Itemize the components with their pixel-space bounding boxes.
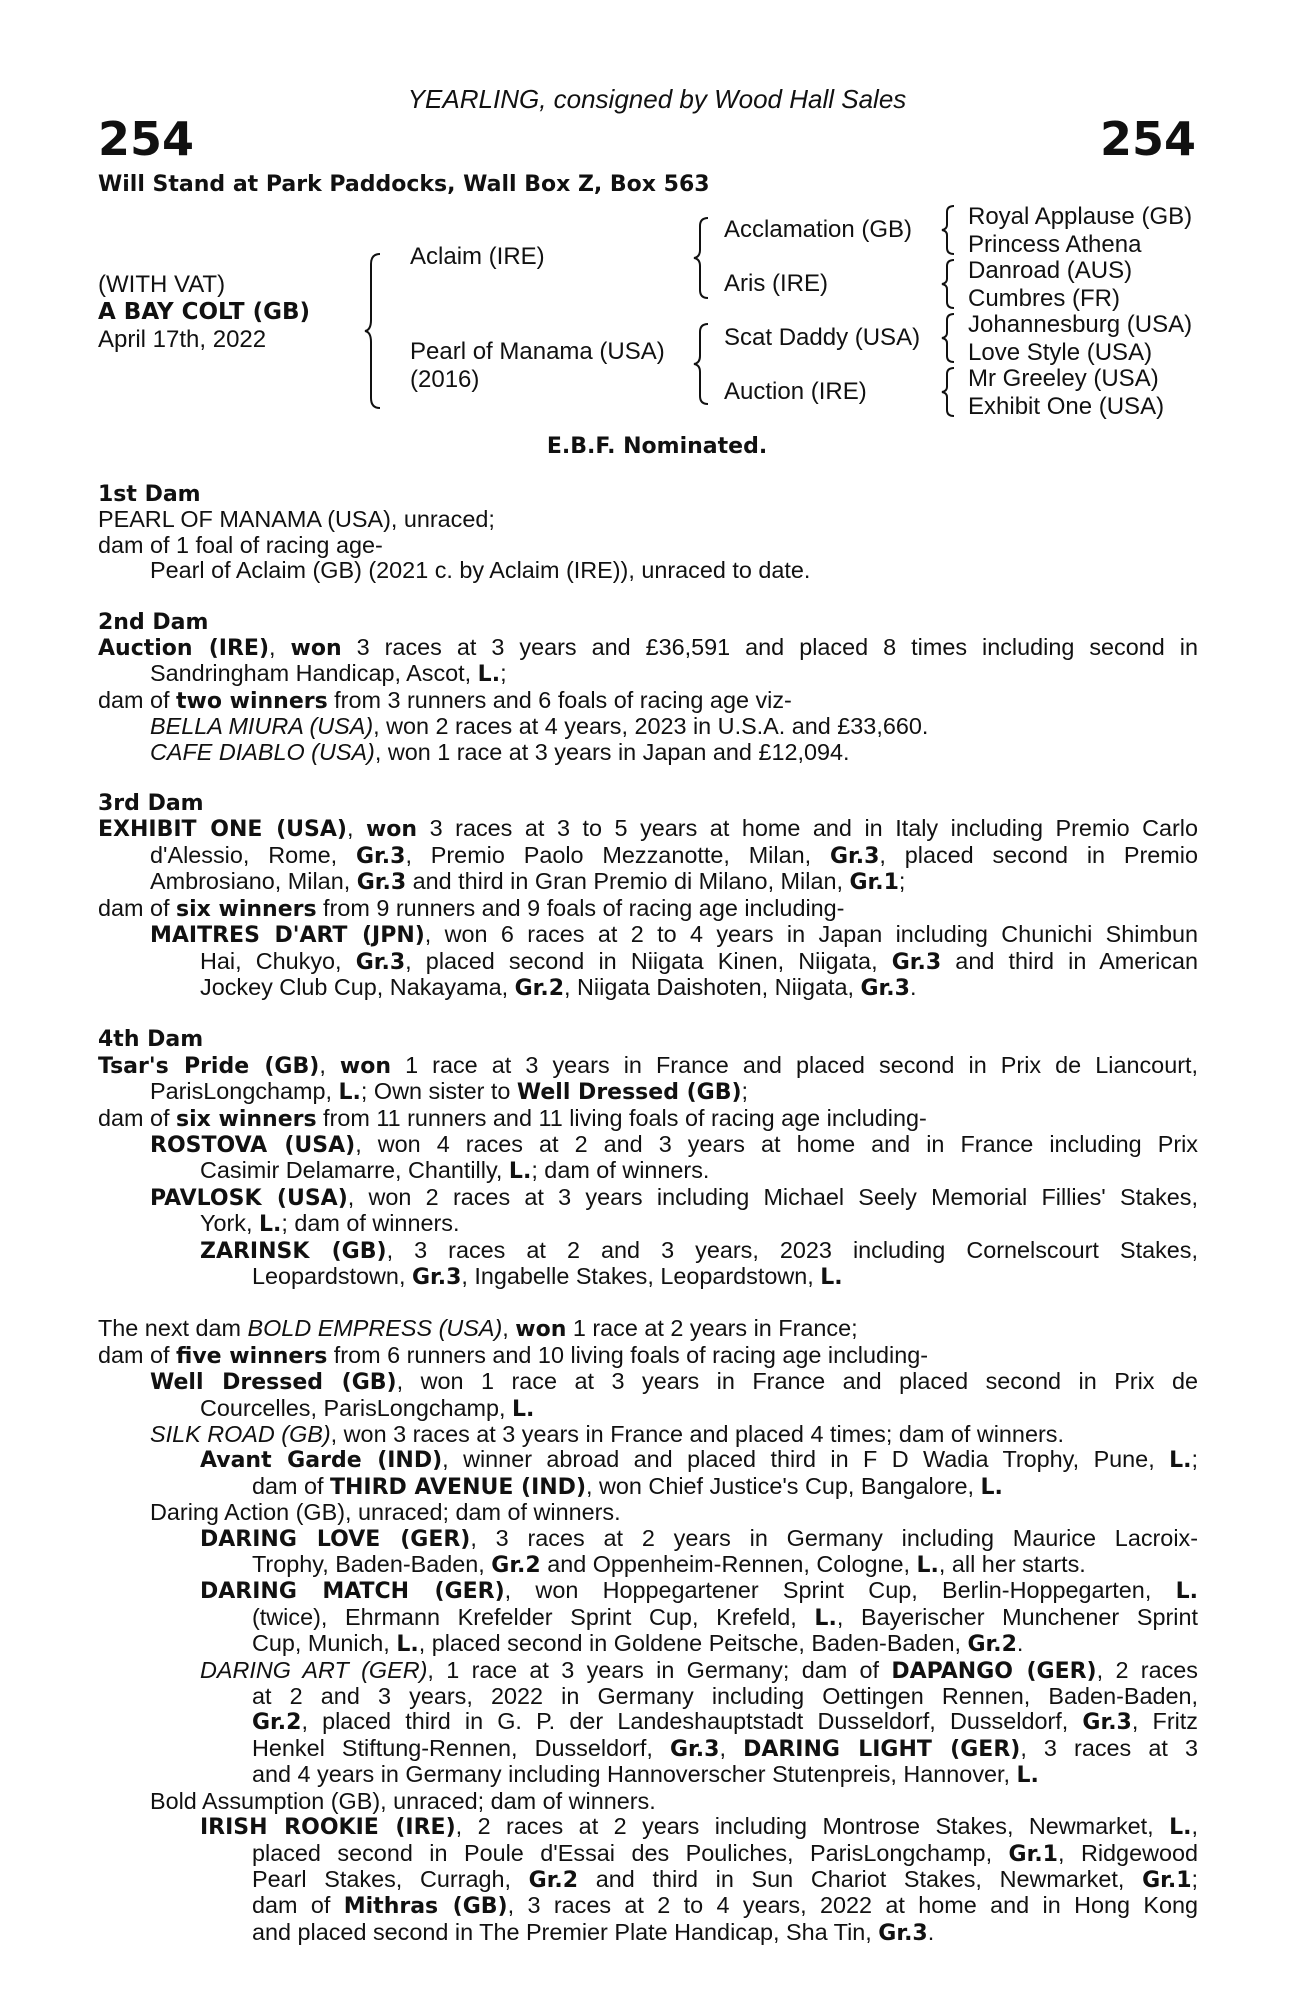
text-line: Ambrosiano, Milan, Gr.3 and third in Gran Premio di Milano, Milan, Gr.1; [150,868,906,896]
text-line: d'Alessio, Rome, Gr.3, Premio Paolo Mezzanotte, Milan, Gr.3, placed second in Premio [150,841,1198,869]
text-line: Auction (IRE), won 3 races at 3 years and £36,591 and placed 8 times including second in [98,634,1198,662]
dam-sire: Scat Daddy (USA) [724,324,921,351]
lot-number-left: 254 [98,112,195,166]
text-line: dam of 1 foal of racing age- [98,531,383,558]
text-line: Well Dressed (GB), won 1 race at 3 years in France and placed second in Prix de [150,1368,1198,1396]
great-grandparent: Cumbres (FR) [968,285,1121,312]
text-line: and placed second in The Premier Plate Handicap, Sha Tin, Gr.3. [252,1918,935,1946]
text-line: Cup, Munich, L., placed second in Goldene Peitsche, Baden-Baden, Gr.2. [252,1630,1024,1658]
text-line: ROSTOVA (USA), won 4 races at 2 and 3 years at home and in France including Prix [150,1130,1198,1158]
text-line: Bold Assumption (GB), unraced; dam of winners. [150,1787,656,1814]
foaling-date: April 17th, 2022 [98,326,267,353]
sire-name: Aclaim (IRE) [410,243,545,270]
text-line: Hai, Chukyo, Gr.3, placed second in Niigata Kinen, Niigata, Gr.3 and third in American [200,947,1198,975]
text-line: Gr.2, placed third in G. P. der Landeshauptstadt Dusseldorf, Dusseldorf, Gr.3, Fritz [252,1708,1198,1736]
section-heading: 2nd Dam [98,609,209,635]
text-line: Trophy, Baden-Baden, Gr.2 and Oppenheim-Rennen, Cologne, L., all her starts. [252,1551,1086,1579]
text-line: dam of six winners from 9 runners and 9 foals of racing age including- [98,894,845,922]
text-line: EXHIBIT ONE (USA), won 3 races at 3 to 5 years at home and in Italy including Premio Carlo [98,815,1199,843]
text-line: at 2 and 3 years, 2022 in Germany including Oettingen Rennen, Baden-Baden, [252,1683,1198,1710]
section-heading: 3rd Dam [98,791,204,817]
sire-sire: Acclamation (GB) [724,216,913,243]
text-line: Courcelles, ParisLongchamp, L. [200,1394,535,1422]
dam-year: (2016) [410,366,480,393]
brace-icon [693,322,713,406]
brace-icon [693,216,713,300]
text-line: Sandringham Handicap, Ascot, L.; [150,660,507,688]
text-line: Tsar's Pride (GB), won 1 race at 3 years in France and placed second in Prix de Liancourt, [98,1051,1198,1079]
great-grandparent: Johannesburg (USA) [968,311,1193,338]
great-grandparent: Royal Applause (GB) [968,203,1193,230]
section-heading: 1st Dam [98,482,201,507]
text-line: Jockey Club Cup, Nakayama, Gr.2, Niigata Daishoten, Niigata, Gr.3. [200,973,917,1001]
text-line: SILK ROAD (GB), won 3 races at 3 years in France and placed 4 times; dam of winners. [150,1421,1064,1447]
brace-icon [364,252,386,410]
text-line: DARING ART (GER), 1 race at 3 years in Germany; dam of DAPANGO (GER), 2 races [200,1656,1199,1684]
text-line: Pearl Stakes, Curragh, Gr.2 and third in Sun Chariot Stakes, Newmarket, Gr.1; [252,1865,1198,1893]
text-line: and 4 years in Germany including Hannoverscher Stutenpreis, Hannover, L. [252,1761,1039,1789]
text-line: The next dam BOLD EMPRESS (USA), won 1 race at 2 years in France; [98,1315,858,1343]
great-grandparent: Mr Greeley (USA) [968,365,1159,392]
great-grandparent: Exhibit One (USA) [968,393,1165,420]
text-line: DARING LOVE (GER), 3 races at 2 years in Germany including Maurice Lacroix- [200,1524,1199,1552]
lot-number-right: 254 [1099,112,1196,166]
text-line: (twice), Ehrmann Krefelder Sprint Cup, Krefeld, L., Bayerischer Munchener Sprint [252,1603,1198,1631]
stand-location: Will Stand at Park Paddocks, Wall Box Z, Box 563 [98,172,710,197]
text-line: Henkel Stiftung-Rennen, Dusseldorf, Gr.3, DARING LIGHT (GER), 3 races at 3 [252,1734,1198,1762]
vat-note: (WITH VAT) [98,271,226,298]
text-line: Leopardstown, Gr.3, Ingabelle Stakes, Leopardstown, L. [252,1262,843,1290]
brace-icon [940,258,958,310]
text-line: Casimir Delamarre, Chantilly, L.; dam of winners. [200,1157,710,1185]
horse-name: A BAY COLT (GB) [98,299,311,325]
text-line: dam of THIRD AVENUE (IND), won Chief Justice's Cup, Bangalore, L. [252,1472,1003,1500]
catalogue-body [98,482,1198,1946]
text-line: IRISH ROOKIE (IRE), 2 races at 2 years including Montrose Stakes, Newmarket, L., [200,1813,1198,1841]
text-line: ParisLongchamp, L.; Own sister to Well Dressed (GB); [150,1078,749,1106]
text-line: dam of five winners from 6 runners and 10 living foals of racing age including- [98,1341,929,1369]
great-grandparent: Danroad (AUS) [968,257,1133,284]
text-line: dam of Mithras (GB), 3 races at 2 to 4 years, 2022 at home and in Hong Kong [252,1892,1199,1920]
brace-icon [940,204,958,256]
text-line: Daring Action (GB), unraced; dam of winners. [150,1499,621,1526]
text-line: CAFE DIABLO (USA), won 1 race at 3 years in Japan and £12,094. [150,738,850,765]
dam-dam: Auction (IRE) [724,378,867,405]
text-line: ZARINSK (GB), 3 races at 2 and 3 years, 2023 including Cornelscourt Stakes, [200,1236,1198,1264]
ebf-note: E.B.F. Nominated. [546,434,768,459]
section-heading: 4th Dam [98,1027,204,1053]
text-line: PEARL OF MANAMA (USA), unraced; [98,506,495,533]
text-line: DARING MATCH (GER), won Hoppegartener Sprint Cup, Berlin-Hoppegarten, L. [200,1577,1198,1605]
text-line: dam of six winners from 11 runners and 11 living foals of racing age including- [98,1104,927,1132]
text-line: placed second in Poule d'Essai des Pouliches, ParisLongchamp, Gr.1, Ridgewood [252,1839,1198,1867]
text-line: dam of two winners from 3 runners and 6 foals of racing age viz- [98,686,792,714]
brace-icon [940,312,958,364]
text-line: Avant Garde (IND), winner abroad and placed third in F D Wadia Trophy, Pune, L.; [200,1446,1198,1474]
great-grandparent: Princess Athena [968,231,1142,258]
text-line: PAVLOSK (USA), won 2 races at 3 years including Michael Seely Memorial Fillies' Stakes, [150,1183,1199,1211]
brace-icon [940,366,958,418]
dam-name: Pearl of Manama (USA) [410,338,665,365]
text-line: BELLA MIURA (USA), won 2 races at 4 years, 2023 in U.S.A. and £33,660. [150,713,929,740]
text-line: York, L.; dam of winners. [200,1210,460,1238]
text-line: MAITRES D'ART (JPN), won 6 races at 2 to 4 years in Japan including Chunichi Shimbun [150,921,1198,949]
sire-dam: Aris (IRE) [724,270,828,297]
text-line: Pearl of Aclaim (GB) (2021 c. by Aclaim (IRE)), unraced to date. [150,557,811,584]
consignor-header: YEARLING, consigned by Wood Hall Sales [407,84,907,114]
great-grandparent: Love Style (USA) [968,339,1153,366]
